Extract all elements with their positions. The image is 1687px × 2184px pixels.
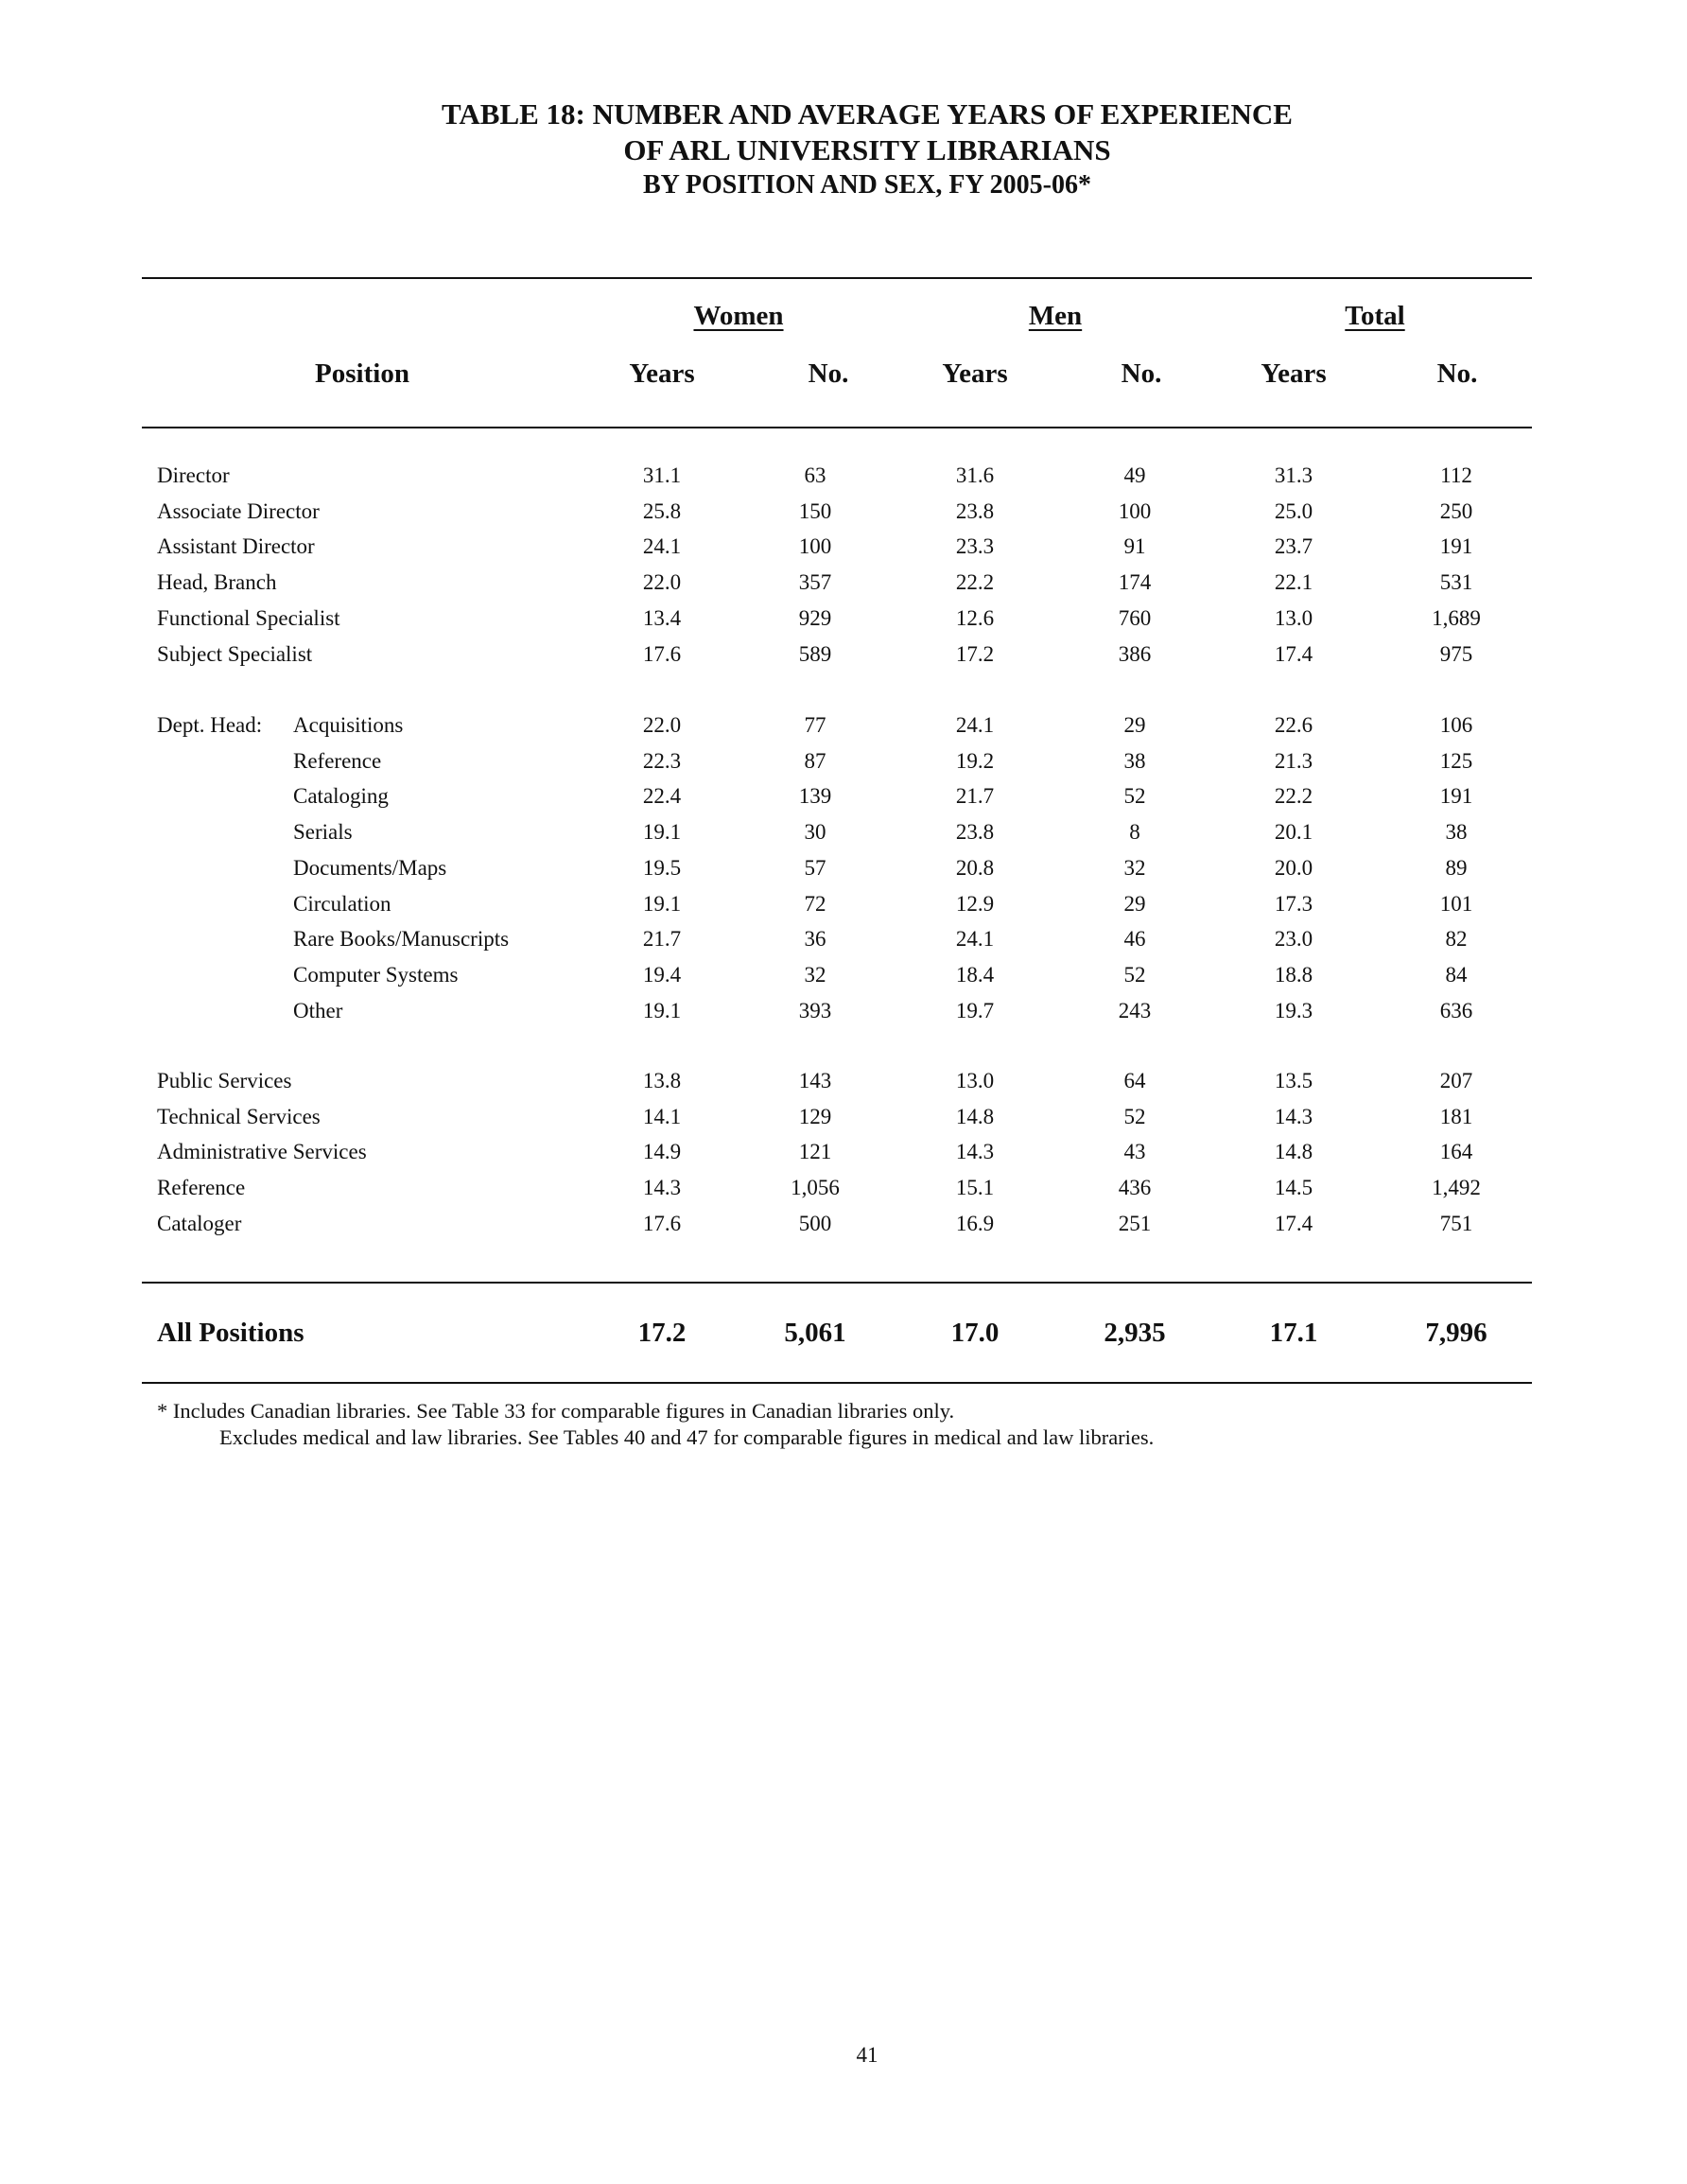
cell-men-years: 18.4 [955,962,995,987]
cell-total-years: 18.8 [1274,962,1313,987]
cell-men-years: 24.1 [955,713,995,737]
cell-women-years: 22.0 [642,713,682,737]
cell-total-years: 23.7 [1274,534,1313,559]
cell-total-years: 17.4 [1274,641,1313,666]
cell-total-no: 112 [1440,463,1472,487]
cell-total-years: 17.4 [1274,1211,1313,1235]
cell-total-years: 17.3 [1274,891,1313,916]
cell-men-no: 49 [1123,463,1146,487]
row-label: Director [157,463,230,487]
cell-women-years: 22.4 [642,784,682,809]
row-label: Administrative Services [157,1140,367,1164]
bottom-rule [142,1382,1532,1384]
cell-women-years: 14.1 [642,1104,682,1128]
footnote-2: Excludes medical and law libraries. See Tables 40 and 47 for comparable figures in medical and law libraries. [219,1425,1155,1449]
cell-women-no: 357 [798,570,832,595]
cell-women-no: 393 [798,998,832,1022]
cell-total-years: 23.0 [1274,927,1313,952]
table-row [0,534,1687,568]
row-label: Computer Systems [293,962,459,987]
cell-men-no: 29 [1123,713,1146,737]
table-row [0,1105,1687,1139]
cell-men-years: 14.8 [955,1104,995,1128]
cell-women-no: 72 [804,891,826,916]
cell-women-years: 13.8 [642,1069,682,1092]
row-label: Reference [293,748,382,773]
table-row [0,927,1687,961]
cell-women-no: 100 [798,534,832,559]
cell-women-no: 129 [798,1104,832,1128]
table-row [0,999,1687,1033]
cell-men-years: 24.1 [955,927,995,952]
column-header-position: Position [315,358,409,389]
cell-men-years: 13.0 [955,1069,995,1092]
cell-women-no: 57 [804,855,826,880]
cell-total-no: 751 [1439,1211,1473,1235]
column-header-women-no: No. [808,358,849,389]
cell-men-no: 2,935 [1104,1318,1166,1348]
cell-women-no: 1,056 [791,1176,840,1200]
cell-men-no: 52 [1123,962,1146,987]
cell-women-no: 87 [804,748,826,773]
cell-women-years: 22.3 [642,748,682,773]
table-row [0,784,1687,818]
cell-total-no: 82 [1445,927,1468,952]
cell-men-no: 251 [1118,1211,1152,1235]
cell-women-years: 24.1 [642,534,682,559]
cell-total-no: 38 [1445,820,1468,845]
row-label: Subject Specialist [157,641,313,666]
cell-men-no: 8 [1129,820,1140,845]
cell-men-no: 38 [1123,748,1146,773]
cell-men-years: 22.2 [955,570,995,595]
table-row [0,463,1687,498]
cell-total-no: 7,996 [1425,1318,1487,1348]
cell-women-years: 31.1 [642,463,682,487]
cell-women-years: 19.1 [642,891,682,916]
row-label: Technical Services [157,1104,321,1128]
row-label: Assistant Director [157,534,315,559]
cell-men-years: 15.1 [955,1176,995,1200]
table-title: TABLE 18: NUMBER AND AVERAGE YEARS OF EXPERIENCE [442,97,1293,131]
cell-total-no: 125 [1439,748,1473,773]
cell-men-years: 12.9 [955,891,995,916]
cell-women-years: 19.4 [642,962,682,987]
cell-total-years: 31.3 [1274,463,1313,487]
row-label: Documents/Maps [293,855,447,880]
cell-men-no: 64 [1123,1069,1146,1092]
cell-women-years: 22.0 [642,570,682,595]
cell-total-no: 250 [1439,498,1473,523]
row-label: Cataloging [293,784,389,809]
cell-women-no: 589 [798,641,832,666]
cell-men-no: 174 [1118,570,1152,595]
cell-men-years: 19.7 [955,998,995,1022]
cell-total-no: 207 [1439,1069,1473,1092]
table-row [0,1176,1687,1210]
table-row [0,570,1687,604]
cell-men-no: 386 [1118,641,1152,666]
cell-total-no: 164 [1439,1140,1473,1164]
row-label: Acquisitions [293,713,404,737]
cell-total-years: 13.5 [1274,1069,1313,1092]
cell-total-years: 19.3 [1274,998,1313,1022]
row-label: Head, Branch [157,570,277,595]
top-rule [142,277,1532,279]
cell-total-no: 89 [1445,855,1468,880]
table-subtitle: BY POSITION AND SEX, FY 2005-06* [643,170,1091,200]
cell-women-no: 30 [804,820,826,845]
cell-women-no: 150 [798,498,832,523]
table-title-line2: OF ARL UNIVERSITY LIBRARIANS [623,133,1111,166]
row-label: Other [293,998,343,1022]
cell-women-years: 19.1 [642,820,682,845]
cell-men-years: 23.3 [955,534,995,559]
cell-total-years: 20.1 [1274,820,1313,845]
table-row-total [0,1318,1687,1352]
cell-women-no: 5,061 [784,1318,846,1348]
cell-women-years: 25.8 [642,498,682,523]
cell-total-years: 22.1 [1274,570,1313,595]
cell-women-no: 32 [804,962,826,987]
page-number: 41 [856,2043,878,2067]
row-label: All Positions [157,1318,304,1348]
table-row [0,820,1687,854]
cell-women-years: 14.9 [642,1140,682,1164]
cell-men-no: 243 [1118,998,1152,1022]
table-row [0,1140,1687,1174]
column-header-total-no: No. [1436,358,1478,389]
column-header-men-years: Years [942,358,1008,389]
header-rule [142,427,1532,428]
cell-men-no: 43 [1123,1140,1146,1164]
cell-men-years: 21.7 [955,784,995,809]
row-label: Reference [157,1176,246,1200]
row-label: Functional Specialist [157,605,340,630]
cell-men-years: 17.2 [955,641,995,666]
cell-women-no: 77 [804,713,826,737]
cell-men-no: 46 [1123,927,1146,952]
row-label: Serials [293,820,353,845]
row-label: Cataloger [157,1211,242,1235]
table-row [0,1069,1687,1103]
cell-women-no: 63 [804,463,826,487]
cell-women-years: 17.6 [642,1211,682,1235]
cell-total-years: 14.5 [1274,1176,1313,1200]
cell-total-no: 191 [1439,784,1473,809]
cell-men-no: 52 [1123,1104,1146,1128]
cell-men-no: 32 [1123,855,1146,880]
cell-men-years: 20.8 [955,855,995,880]
cell-total-no: 181 [1439,1104,1473,1128]
footnote-1: * Includes Canadian libraries. See Table 33 for comparable figures in Canadian libraries only. [157,1399,955,1423]
column-header-women-years: Years [629,358,695,389]
table-row [0,749,1687,783]
row-label: Circulation [293,891,391,916]
cell-men-years: 16.9 [955,1211,995,1235]
cell-women-no: 121 [798,1140,832,1164]
group-header-total: Total [1345,301,1405,331]
cell-total-no: 1,492 [1432,1176,1481,1200]
cell-total-no: 636 [1439,998,1473,1022]
cell-total-no: 191 [1439,534,1473,559]
cell-total-no: 1,689 [1432,605,1481,630]
cell-women-no: 139 [798,784,832,809]
cell-total-years: 13.0 [1274,605,1313,630]
cell-men-no: 760 [1118,605,1152,630]
cell-women-years: 17.6 [642,641,682,666]
cell-total-no: 106 [1439,713,1473,737]
total-top-rule [142,1282,1532,1284]
cell-men-years: 19.2 [955,748,995,773]
cell-women-years: 17.2 [637,1318,687,1348]
row-label: Associate Director [157,498,320,523]
cell-women-years: 13.4 [642,605,682,630]
cell-total-years: 20.0 [1274,855,1313,880]
cell-women-no: 500 [798,1211,832,1235]
table-row [0,606,1687,640]
cell-women-no: 929 [798,605,832,630]
cell-women-years: 19.1 [642,998,682,1022]
table-row [0,963,1687,997]
table-row [0,499,1687,533]
cell-women-years: 19.5 [642,855,682,880]
cell-total-years: 25.0 [1274,498,1313,523]
cell-men-no: 100 [1118,498,1152,523]
cell-women-years: 14.3 [642,1176,682,1200]
row-label: Public Services [157,1069,292,1092]
cell-women-years: 21.7 [642,927,682,952]
cell-total-years: 14.3 [1274,1104,1313,1128]
cell-women-no: 36 [804,927,826,952]
table-row [0,1212,1687,1246]
row-label: Rare Books/Manuscripts [293,927,510,952]
cell-men-years: 12.6 [955,605,995,630]
cell-men-years: 23.8 [955,820,995,845]
cell-men-years: 23.8 [955,498,995,523]
cell-men-no: 91 [1123,534,1146,559]
group-header-men: Men [1028,301,1083,331]
column-header-men-no: No. [1121,358,1162,389]
cell-men-years: 31.6 [955,463,995,487]
cell-men-years: 17.0 [950,1318,1000,1348]
cell-total-no: 531 [1439,570,1473,595]
cell-total-years: 17.1 [1269,1318,1318,1348]
table-row [0,642,1687,676]
cell-men-years: 14.3 [955,1140,995,1164]
cell-total-no: 101 [1439,891,1473,916]
cell-total-no: 975 [1439,641,1473,666]
cell-total-years: 22.6 [1274,713,1313,737]
cell-men-no: 52 [1123,784,1146,809]
cell-total-years: 14.8 [1274,1140,1313,1164]
table-row [0,856,1687,890]
cell-women-no: 143 [798,1069,832,1092]
cell-men-no: 29 [1123,891,1146,916]
cell-total-no: 84 [1445,962,1468,987]
cell-total-years: 21.3 [1274,748,1313,773]
table-row [0,892,1687,926]
cell-men-no: 436 [1118,1176,1152,1200]
group-header-women: Women [693,301,784,331]
cell-total-years: 22.2 [1274,784,1313,809]
dept-head-prefix: Dept. Head: [157,713,263,737]
column-header-total-years: Years [1261,358,1327,389]
table-row [0,713,1687,747]
